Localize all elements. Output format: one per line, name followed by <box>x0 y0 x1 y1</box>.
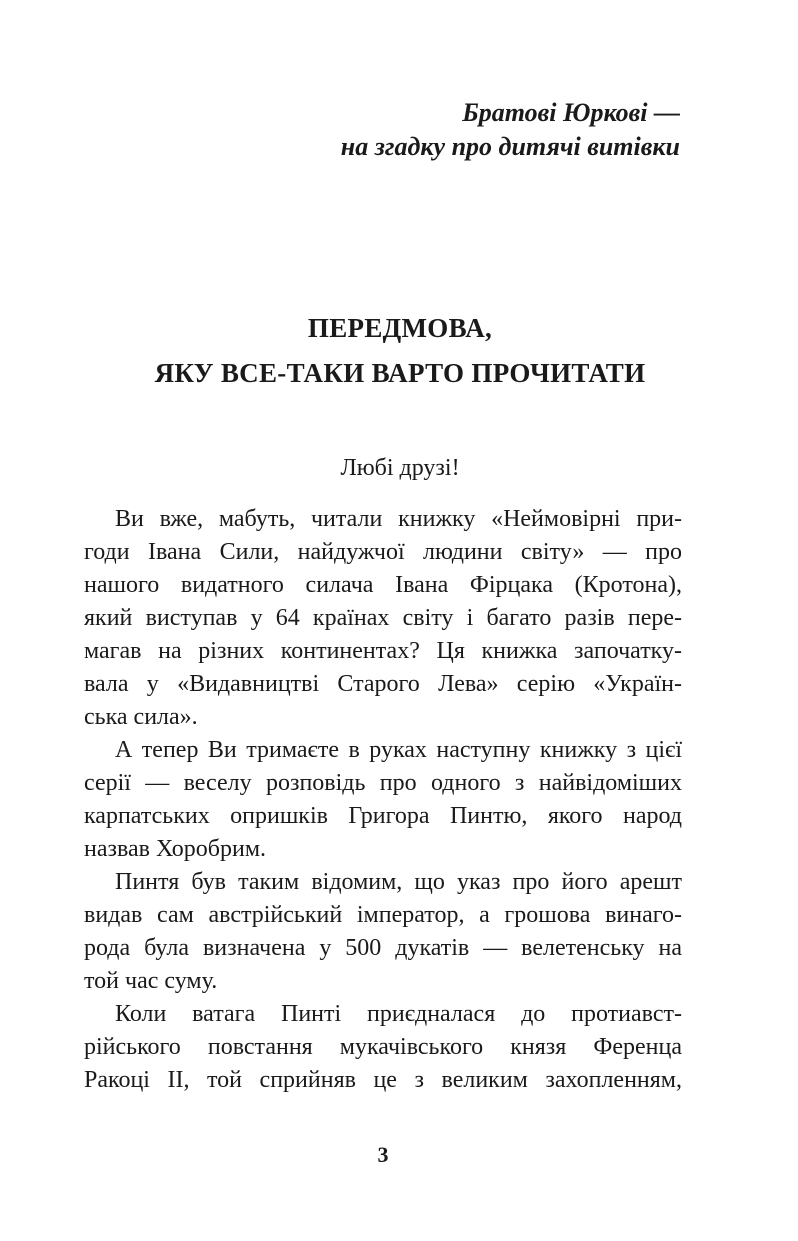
page-number: 3 <box>377 1142 389 1167</box>
text-line: годи Івана Сили, найдужчої людини світу» — про <box>84 539 682 565</box>
text-line: Пинтя був таким відомим, що указ про його арешт <box>115 869 682 895</box>
paragraph <box>84 998 682 1097</box>
text-line: вала у «Видавництві Старого Лева» серію «Україн- <box>84 671 682 697</box>
text-line: який виступав у 64 країнах світу і багато разів пере- <box>84 605 682 631</box>
chapter-title-line-1: ПЕРЕДМОВА, <box>307 313 493 343</box>
text-line: А тепер Ви тримаєте в руках наступну книжку з цієї <box>115 737 682 763</box>
text-line: серії — веселу розповідь про одного з найвідоміших <box>84 770 682 796</box>
text-line: рійського повстання мукачівського князя Ференца <box>84 1034 682 1060</box>
dedication-line-1: Братові Юркові — <box>462 98 680 127</box>
text-line: той час суму. <box>84 968 218 994</box>
text-line: рода була визначена у 500 дукатів — велетенську на <box>84 935 682 961</box>
dedication-line-2: на згадку про дитячі витівки <box>340 132 680 161</box>
greeting: Любі друзі! <box>340 455 460 481</box>
text-line: Ракоці II, той сприйняв це з великим захопленням, <box>84 1067 682 1093</box>
chapter-title <box>84 306 716 396</box>
dedication <box>160 96 680 164</box>
text-line: видав сам австрійський імператор, а грошова винаго- <box>84 902 682 928</box>
text-line: карпатських опришків Григора Пинтю, якого народ <box>84 803 682 829</box>
text-line: назвав Хоробрим. <box>84 836 267 862</box>
text-line: Коли ватага Пинті приєдналася до протиавст- <box>115 1001 682 1027</box>
text-line: Ви вже, мабуть, читали книжку «Неймовірні при- <box>115 506 682 532</box>
text-line: магав на різних континентах? Ця книжка започатку- <box>84 638 682 664</box>
paragraph <box>84 503 682 734</box>
text-line: нашого видатного силача Івана Фірцака (Кротона), <box>84 572 682 598</box>
paragraph <box>84 866 682 998</box>
paragraph <box>84 734 682 866</box>
text-line: ська сила». <box>84 704 198 730</box>
chapter-title-line-2: ЯКУ ВСЕ-ТАКИ ВАРТО ПРОЧИТАТИ <box>154 358 646 388</box>
body-text <box>84 503 682 1097</box>
